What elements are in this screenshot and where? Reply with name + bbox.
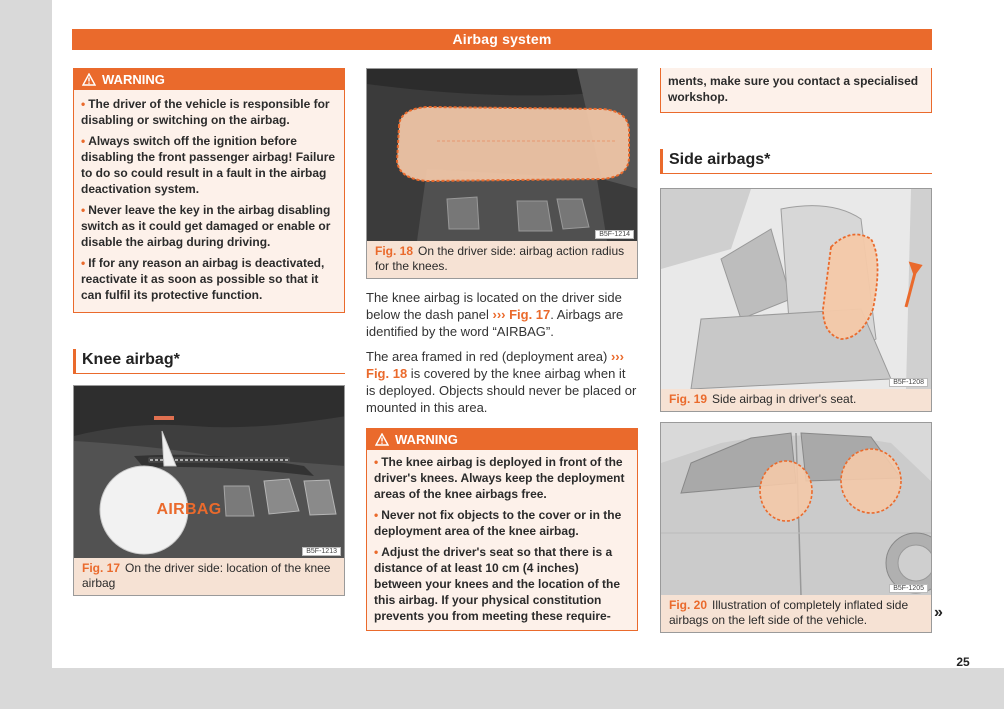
warning-header: [367, 429, 637, 450]
warning-triangle-icon: [375, 433, 389, 446]
dashboard-deployment-area-image: [367, 69, 637, 241]
figure-code: B5F-1208: [889, 378, 928, 387]
reference-link-fig17[interactable]: ››› Fig. 17: [492, 307, 551, 322]
figure-19: [660, 188, 932, 412]
side-airbags-vehicle-illustration: [661, 423, 931, 595]
column-middle: [366, 68, 638, 631]
section-title-knee-airbag: Knee airbag*: [73, 349, 345, 374]
warning-box-airbag-switch: [73, 68, 345, 313]
warning-item: • Adjust the driver's seat so that there is a distance of at least 10 cm (4 inches) between your knees and the location of the this airbag. If your physical constitution prevents you from meeting these require-: [374, 545, 621, 623]
figure-label: Fig. 20: [669, 598, 708, 612]
figure-17: [73, 385, 345, 596]
figure-caption-text: On the driver side: airbag action radius for the knees.: [375, 244, 625, 273]
warning-item: • The driver of the vehicle is responsible for disabling or switching on the airbag.: [81, 97, 330, 127]
figure-code: B5F-1205: [889, 584, 928, 593]
warning-title: WARNING: [102, 72, 165, 87]
figure-20: [660, 422, 932, 633]
figure-caption: [661, 595, 931, 632]
figure-caption: [661, 389, 931, 411]
driver-seat-image: [661, 189, 931, 389]
figure-caption: [74, 558, 344, 595]
figure-caption: [367, 241, 637, 278]
continue-arrow: »: [934, 604, 943, 621]
section-title-side-airbags: Side airbags*: [660, 149, 932, 174]
warning-box-continued: [660, 68, 932, 113]
figure-code: B5F-1214: [595, 230, 634, 239]
vehicle-side-image: [661, 423, 931, 595]
column-left: [73, 68, 345, 596]
warning-item: • Never leave the key in the airbag disabling switch as it could get damaged or enable or disable the airbag during driving.: [81, 203, 331, 249]
warning-item: • If for any reason an airbag is deactivated, reactivate it as soon as possible so that it can fulfil its protective function.: [81, 256, 325, 302]
figure-label: Fig. 18: [375, 244, 414, 258]
figure-label: Fig. 17: [82, 561, 121, 575]
knee-airbag-deployment-illustration: [367, 69, 637, 241]
figure-caption-text: On the driver side: location of the knee airbag: [82, 561, 331, 590]
airbag-callout-label: AIRBAG: [156, 501, 222, 518]
dashboard-knee-area-image: [74, 386, 344, 558]
figure-label: Fig. 19: [669, 392, 708, 406]
warning-item: • Never not fix objects to the cover or in the deployment area of the knee airbag.: [374, 508, 622, 538]
paragraph-knee-airbag-location: The knee airbag is located on the driver side below the dash panel ››› Fig. 17. Airbags are identified by the word “AIRBAG”.: [366, 290, 624, 339]
reference-link-fig18[interactable]: ››› Fig. 18: [366, 349, 624, 381]
figure-caption-text: Side airbag in driver's seat.: [712, 392, 857, 406]
figure-caption-text: Illustration of completely inflated side airbags on the left side of the vehicle.: [669, 598, 909, 627]
figure-18: [366, 68, 638, 279]
page-header-title: Airbag system: [72, 29, 932, 50]
column-right: [660, 68, 932, 633]
warning-item: • The knee airbag is deployed in front of the driver's knees. Always keep the deployment areas of the knee airbags free.: [374, 455, 625, 501]
warning-item-continued: ments, make sure you contact a specialised workshop.: [668, 74, 919, 104]
paragraph-deployment-area: The area framed in red (deployment area) ››› Fig. 18 is covered by the knee airbag when it is deployed. Objects should never be placed or mounted in this area.: [366, 349, 637, 415]
warning-item: • Always switch off the ignition before disabling the front passenger airbag! Failure to do so could result in a fault in the airbag deactivation system.: [81, 134, 336, 196]
knee-airbag-location-illustration: [74, 386, 344, 558]
warning-box-knee-airbag: [366, 428, 638, 631]
warning-triangle-icon: [82, 73, 96, 86]
warning-header: [74, 69, 344, 90]
figure-code: B5F-1213: [302, 547, 341, 556]
warning-title: WARNING: [395, 432, 458, 447]
side-airbag-seat-illustration: [661, 189, 931, 389]
page-number: 25: [956, 655, 970, 669]
